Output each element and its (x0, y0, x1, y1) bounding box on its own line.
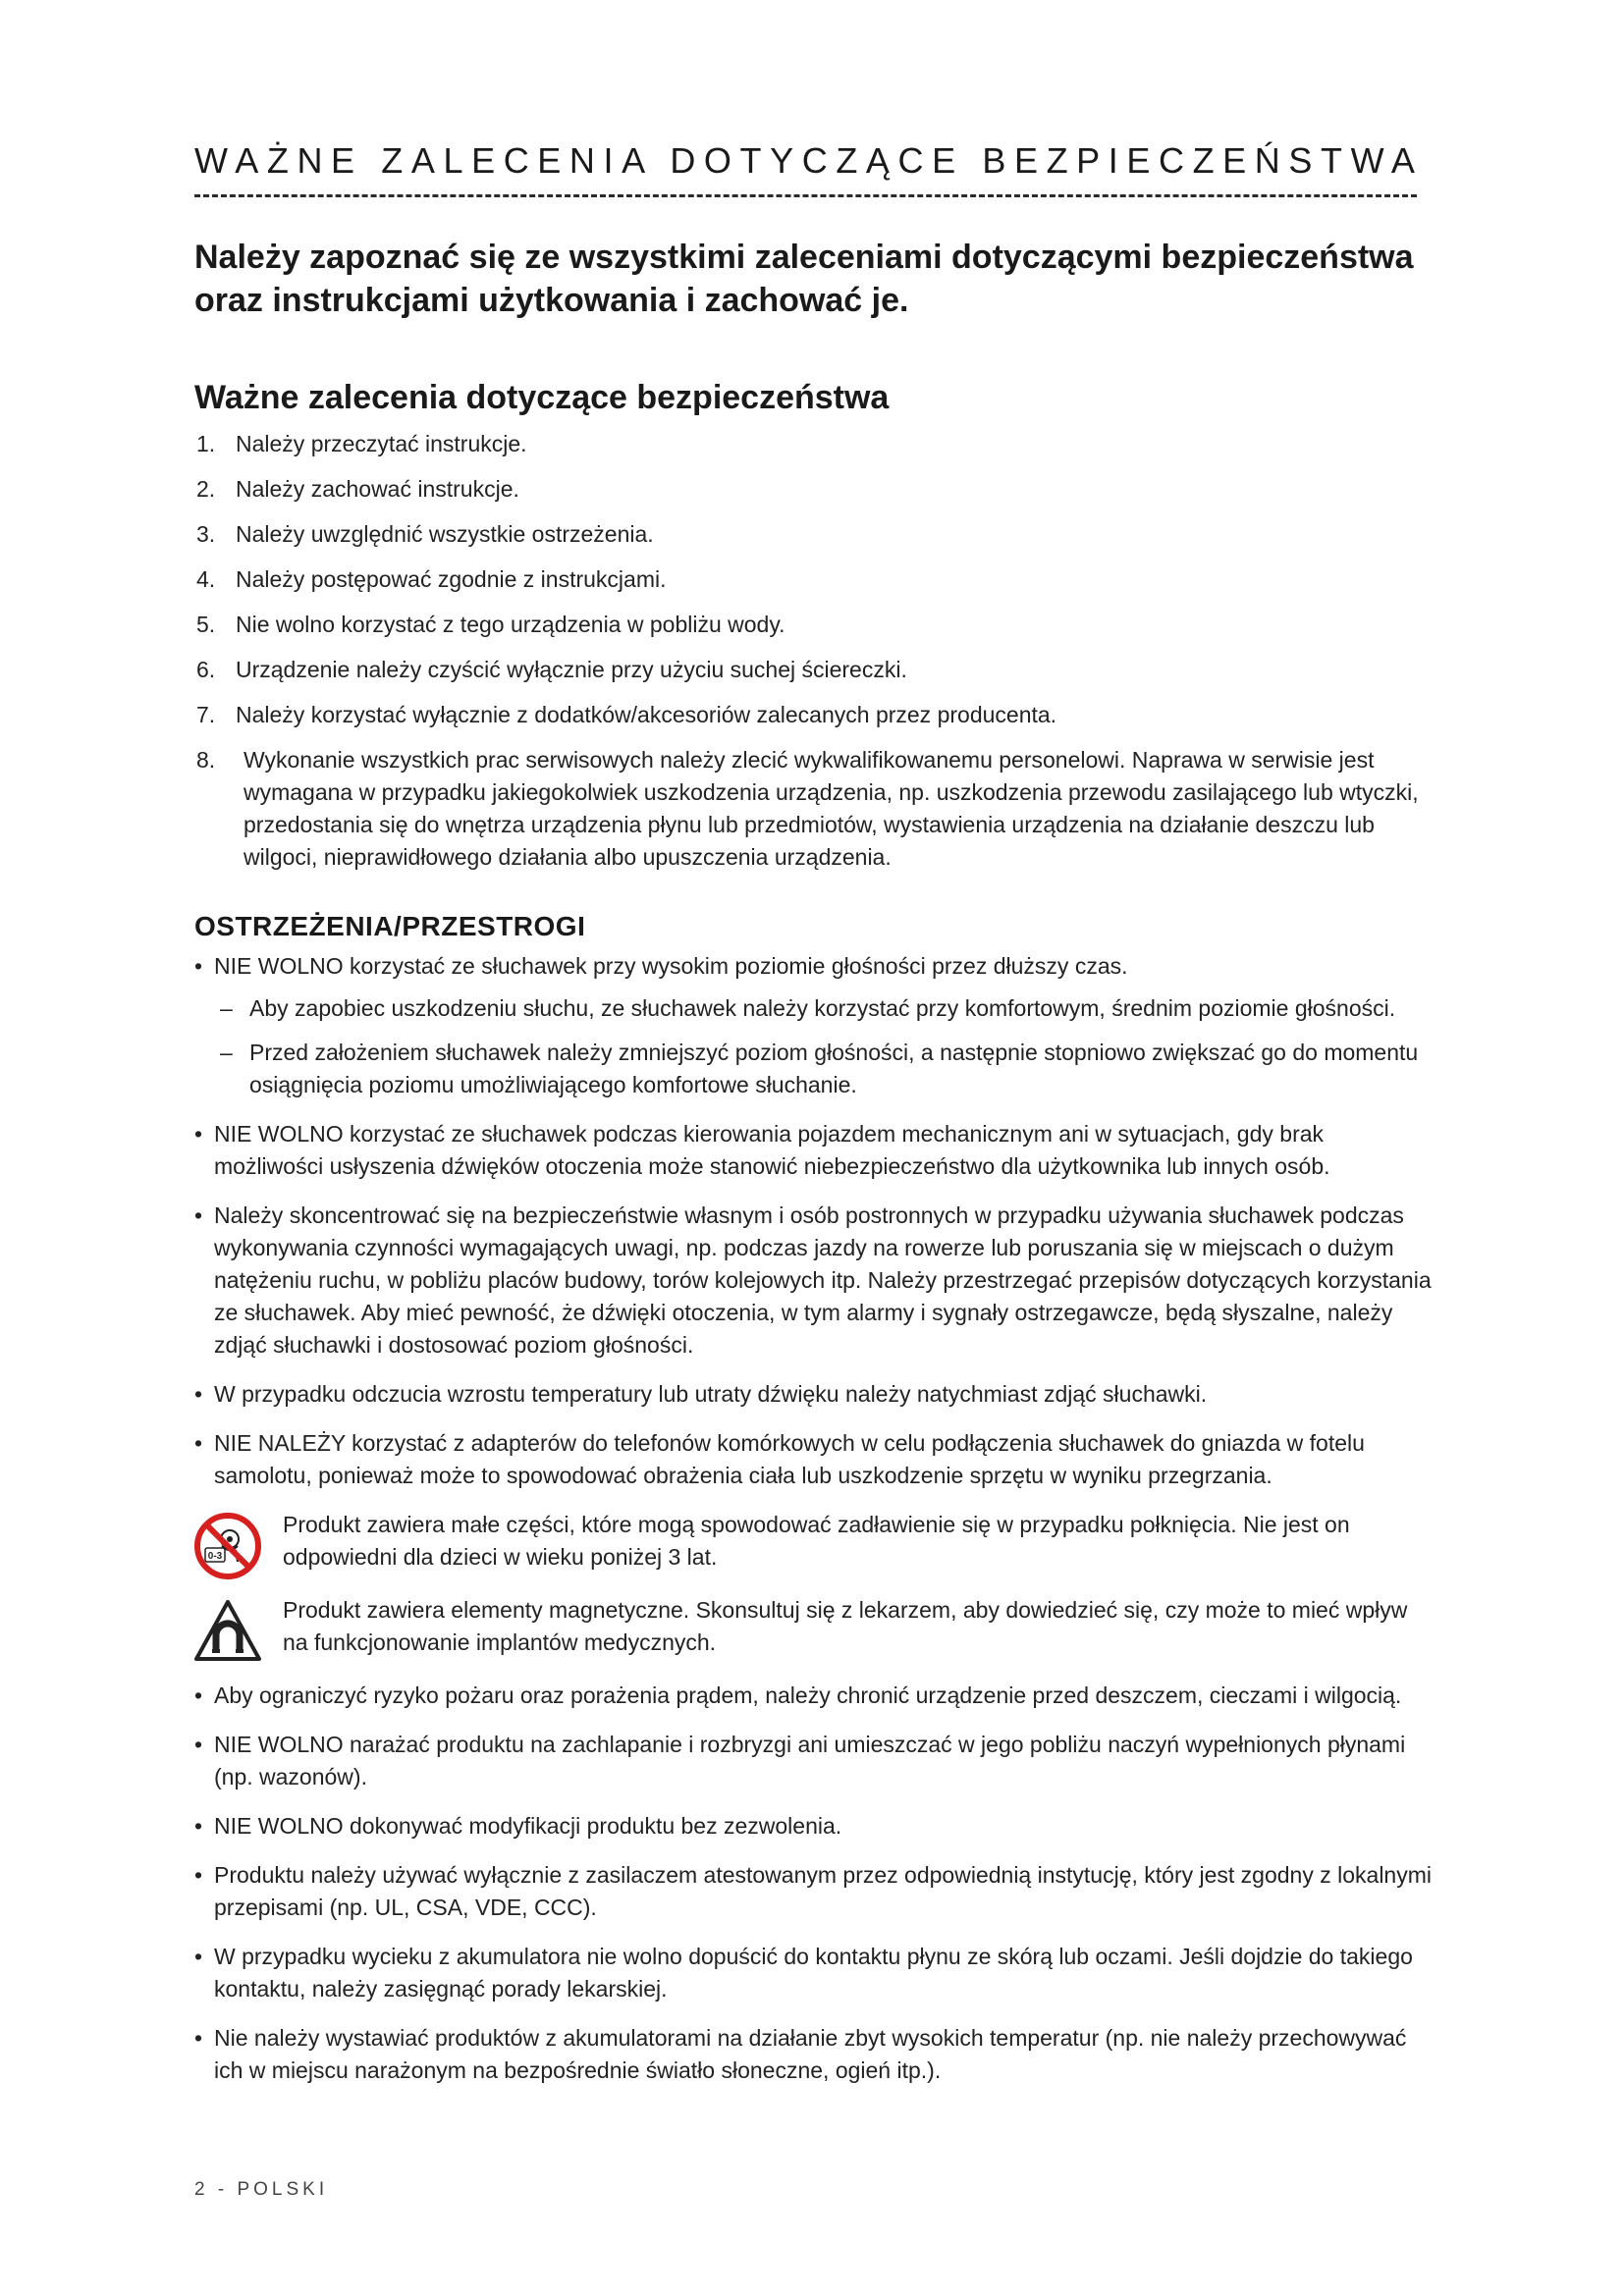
warning-text: W przypadku wycieku z akumulatora nie wolno dopuścić do kontaktu płynu ze skórą lub oczami. Jeśli dojdzie do takiego kontaktu, należy zasięgnąć porady lekarskiej. (214, 1944, 1413, 2002)
warning-sub-text: Aby zapobiec uszkodzeniu słuchu, ze słuchawek należy korzystać przy komfortowym, średnim poziomie głośności. (249, 995, 1396, 1021)
warning-item (194, 2022, 1432, 2087)
magnet-warning (194, 1594, 1432, 1663)
list-item-text: Należy zachować instrukcje. (236, 476, 519, 502)
title-dashed-rule (194, 194, 1417, 197)
list-item-text: Należy postępować zgodnie z instrukcjami. (236, 566, 667, 592)
bullet: • (194, 953, 203, 979)
warning-sub-item (212, 992, 1432, 1025)
warnings-heading: OSTRZEŻENIA/PRZESTROGI (194, 911, 586, 941)
list-item (196, 609, 1424, 641)
small-parts-warning (194, 1509, 1432, 1577)
bullet: • (194, 1682, 203, 1708)
warning-sub-text: Przed założeniem słuchawek należy zmniejszyć poziom głośności, a następnie stopniowo zwiększać go do momentu osiągnięcia poziomu umożliwiającego komfortowe słuchanie. (249, 1040, 1419, 1097)
warning-sub-list (214, 992, 1432, 1101)
warning-item (194, 1859, 1432, 1924)
list-item (196, 563, 1424, 596)
list-item (196, 428, 1424, 460)
warning-item (194, 1378, 1432, 1411)
bullet: • (194, 1944, 203, 1969)
bullet: • (194, 1862, 203, 1888)
intro-statement: Należy zapoznać się ze wszystkimi zaleceniami dotyczącymi bezpieczeństwa oraz instrukcjami użytkowania i zachować je. (194, 239, 1414, 319)
bullet: • (194, 1202, 203, 1228)
bullet: • (194, 2025, 203, 2051)
list-item-number: 3. (196, 521, 216, 547)
list-item-text: Wykonanie wszystkich prac serwisowych należy zlecić wykwalifikowanemu personelowi. Naprawa w serwisie jest wymagana w przypadku jakiegokolwiek uszkodzenia urządzenia, np. uszkodzenia przewodu zasilającego lub wtyczki, przedostania się do wnętrza urządzenia płynu lub przedmiotów, wystawienia urządzenia na działanie deszczu lub wilgoci, nieprawidłowego działania albo upuszczenia urządzenia. (244, 747, 1419, 870)
warning-text: NIE NALEŻY korzystać z adapterów do telefonów komórkowych w celu podłączenia słuchawek do gniazda w fotelu samolotu, ponieważ może to spowodować obrażenia ciała lub uszkodzenie sprzętu w wyniku przegrzania. (214, 1430, 1365, 1488)
bullet: • (194, 1121, 203, 1147)
bullet: • (194, 1381, 203, 1407)
choking-hazard-icon (192, 1511, 263, 1581)
list-item-number: 1. (196, 431, 216, 456)
warning-item (194, 1729, 1432, 1793)
list-item-text: Należy korzystać wyłącznie z dodatków/akcesoriów zalecanych przez producenta. (236, 702, 1057, 727)
list-item-text: Należy uwzględnić wszystkie ostrzeżenia. (236, 521, 654, 547)
list-item-text: Nie wolno korzystać z tego urządzenia w pobliżu wody. (236, 612, 785, 637)
list-item-number: 2. (196, 476, 216, 502)
warning-text: NIE WOLNO korzystać ze słuchawek podczas kierowania pojazdem mechanicznym ani w sytuacjach, gdy brak możliwości usłyszenia dźwięków otoczenia może stanowić niebezpieczeństwo dla użytkownika lub innych osób. (214, 1121, 1330, 1179)
list-item (196, 473, 1424, 506)
warning-text: Należy skoncentrować się na bezpieczeństwie własnym i osób postronnych w przypadku używania słuchawek podczas wykonywania czynności wymagających uwagi, np. podczas jazdy na rowerze lub poruszania się w miejscach o dużym natężeniu ruchu, w pobliżu placów budowy, torów kolejowych itp. Należy przestrzegać przepisów dotyczących korzystania ze słuchawek. Aby mieć pewność, że dźwięki otoczenia, w tym alarmy i sygnały ostrzegawcze, będą słyszalne, należy zdjąć słuchawki i dostosować poziom głośności. (214, 1202, 1432, 1358)
warning-item (194, 1810, 1432, 1842)
dash: – (220, 995, 233, 1021)
bullet: • (194, 1430, 203, 1456)
list-item-number: 8. (196, 747, 216, 773)
warning-item (194, 1427, 1432, 1492)
warning-text: Produkt zawiera małe części, które mogą spowodować zadławienie się w przypadku połknięcia. Nie jest on odpowiedni dla dzieci w wieku poniżej 3 lat. (283, 1512, 1350, 1570)
warning-text: Nie należy wystawiać produktów z akumulatorami na działanie zbyt wysokich temperatur (np. nie należy przechowywać ich w miejscu narażonym na bezpośrednie światło słoneczne, ogień itp.). (214, 2025, 1407, 2083)
bullet: • (194, 1813, 203, 1839)
bullet: • (194, 1732, 203, 1757)
warning-item (194, 1118, 1432, 1183)
choking-hazard-age-label: 0-3 (207, 1551, 223, 1562)
list-item-text: Należy przeczytać instrukcje. (236, 431, 527, 456)
warning-item (194, 1680, 1432, 1712)
warning-text: Aby ograniczyć ryzyko pożaru oraz porażenia prądem, należy chronić urządzenie przed deszczem, cieczami i wilgocią. (214, 1682, 1402, 1708)
safety-instructions-list (196, 428, 1424, 886)
dash: – (220, 1040, 233, 1065)
warning-text: NIE WOLNO narażać produktu na zachlapanie i rozbryzgi ani umieszczać w jego pobliżu naczyń wypełnionych płynami (np. wazonów). (214, 1732, 1406, 1789)
page-footer: 2 - POLSKI (194, 2179, 329, 2200)
page-title: WAŻNE ZALECENIA DOTYCZĄCE BEZPIECZEŃSTWA (194, 140, 1424, 181)
warning-item (194, 1200, 1432, 1362)
list-item-number: 4. (196, 566, 216, 592)
list-item (196, 699, 1424, 731)
list-item (196, 654, 1424, 686)
warnings-list (194, 950, 1432, 2104)
list-item-number: 7. (196, 702, 216, 727)
list-item (196, 744, 1424, 874)
warning-text: NIE WOLNO dokonywać modyfikacji produktu bez zezwolenia. (214, 1813, 842, 1839)
warning-item (194, 950, 1432, 1101)
warning-sub-item (212, 1037, 1432, 1101)
warning-text: Produktu należy używać wyłącznie z zasilaczem atestowanym przez odpowiednią instytucję, który jest zgodny z lokalnymi przepisami (np. UL, CSA, VDE, CCC). (214, 1862, 1432, 1920)
list-item-text: Urządzenie należy czyścić wyłącznie przy użyciu suchej ściereczki. (236, 657, 907, 682)
warning-text: W przypadku odczucia wzrostu temperatury lub utraty dźwięku należy natychmiast zdjąć słuchawki. (214, 1381, 1208, 1407)
warning-text: NIE WOLNO korzystać ze słuchawek przy wysokim poziomie głośności przez dłuższy czas. (214, 953, 1128, 979)
magnet-warning-icon (192, 1596, 263, 1667)
safety-section-heading: Ważne zalecenia dotyczące bezpieczeństwa (194, 379, 890, 416)
list-item-number: 6. (196, 657, 216, 682)
warning-text: Produkt zawiera elementy magnetyczne. Skonsultuj się z lekarzem, aby dowiedzieć się, czy może to mieć wpływ na funkcjonowanie implantów medycznych. (283, 1597, 1408, 1655)
list-item (196, 518, 1424, 551)
list-item-number: 5. (196, 612, 216, 637)
warning-item (194, 1941, 1432, 2005)
